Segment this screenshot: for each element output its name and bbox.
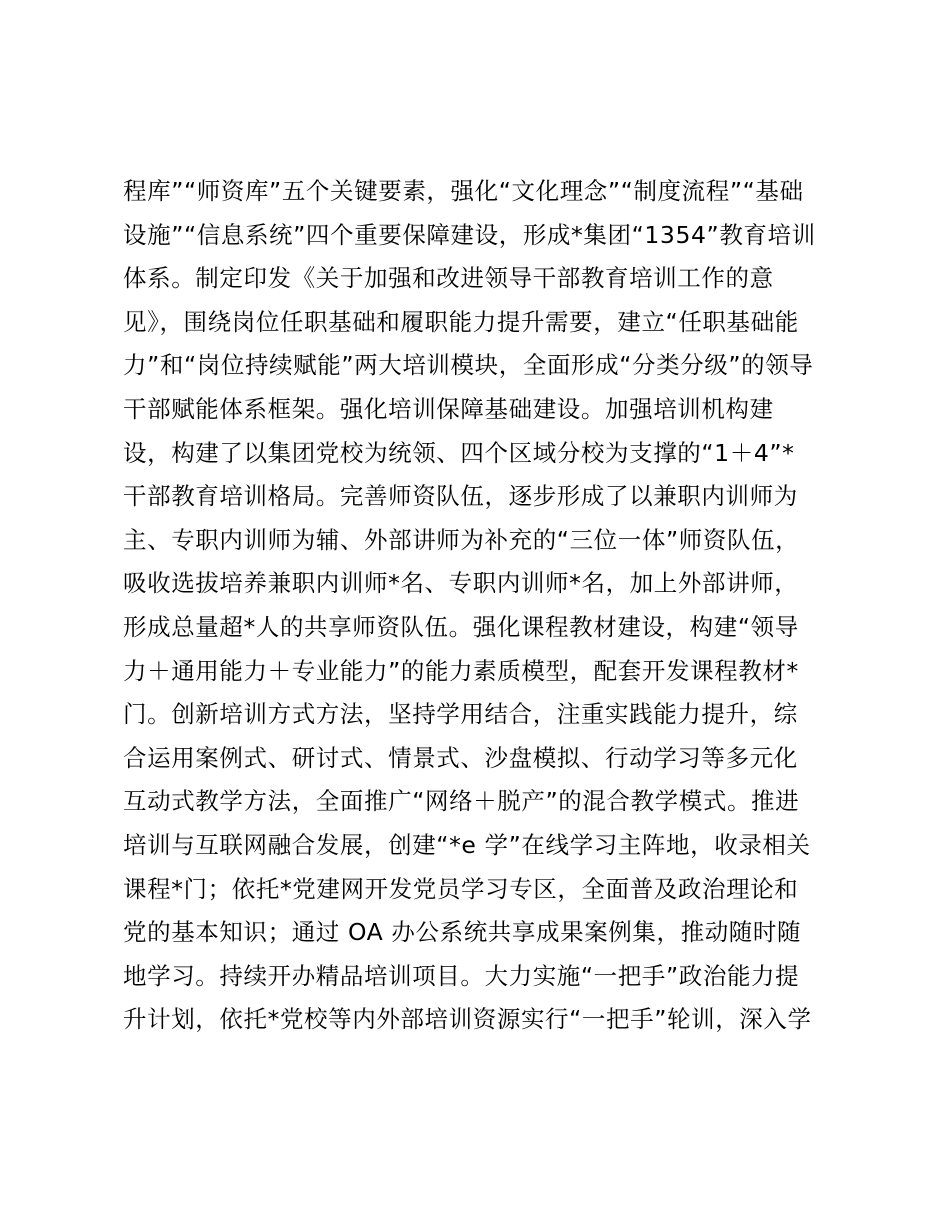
text-line: 地学习。持续开办精品培训项目。大力实施“一把手”政治能力提 xyxy=(123,961,800,990)
text-line: 程库”“师资库”五个关键要素，强化“文化理念”“制度流程”“基础 xyxy=(123,177,804,205)
body-paragraph xyxy=(123,170,843,1042)
text-line: 吸收选拔培养兼职内训师*名、专职内训师*名，加上外部讲师， xyxy=(123,569,799,598)
text-line: 体系。制定印发《关于加强和改进领导干部教育培训工作的意 xyxy=(123,264,774,293)
text-line: 干部赋能体系框架。强化培训保障基础建设。加强培训机构建 xyxy=(123,394,774,423)
text-line: 见》，围绕岗位任职基础和履职能力提升需要，建立“任职基础能 xyxy=(123,307,799,336)
text-line: 互动式教学方法，全面推广“网络＋脱产”的混合教学模式。推进 xyxy=(123,787,800,816)
text-line: 升计划，依托*党校等内外部培训资源实行“一把手”轮训，深入学 xyxy=(123,1005,812,1034)
text-line: 干部教育培训格局。完善师资队伍，逐步形成了以兼职内训师为 xyxy=(123,482,798,511)
text-line: 主、专职内训师为辅、外部讲师为补充的“三位一体”师资队伍， xyxy=(123,525,800,554)
text-line: 党的基本知识；通过 OA 办公系统共享成果案例集，推动随时随 xyxy=(123,918,802,947)
text-line: 门。创新培训方式方法，坚持学用结合，注重实践能力提升，综 xyxy=(123,700,798,729)
text-line: 力”和“岗位持续赋能”两大培训模块，全面形成“分类分级”的领导 xyxy=(123,351,814,380)
text-line: 设施”“信息系统”四个重要保障建设，形成*集团“1354”教育培训 xyxy=(123,220,816,249)
text-line: 力＋通用能力＋专业能力”的能力素质模型，配套开发课程教材* xyxy=(123,656,799,685)
text-line: 课程*门；依托*党建网开发党员学习专区，全面普及政治理论和 xyxy=(123,874,799,903)
text-line: 合运用案例式、研讨式、情景式、沙盘模拟、行动学习等多元化 xyxy=(123,743,798,772)
text-line: 设，构建了以集团党校为统领、四个区域分校为支撑的“1＋4”* xyxy=(123,438,795,467)
text-line: 培训与互联网融合发展，创建“*e 学”在线学习主阵地，收录相关 xyxy=(123,830,811,859)
text-line: 形成总量超*人的共享师资队伍。强化课程教材建设，构建“领导 xyxy=(123,612,799,641)
